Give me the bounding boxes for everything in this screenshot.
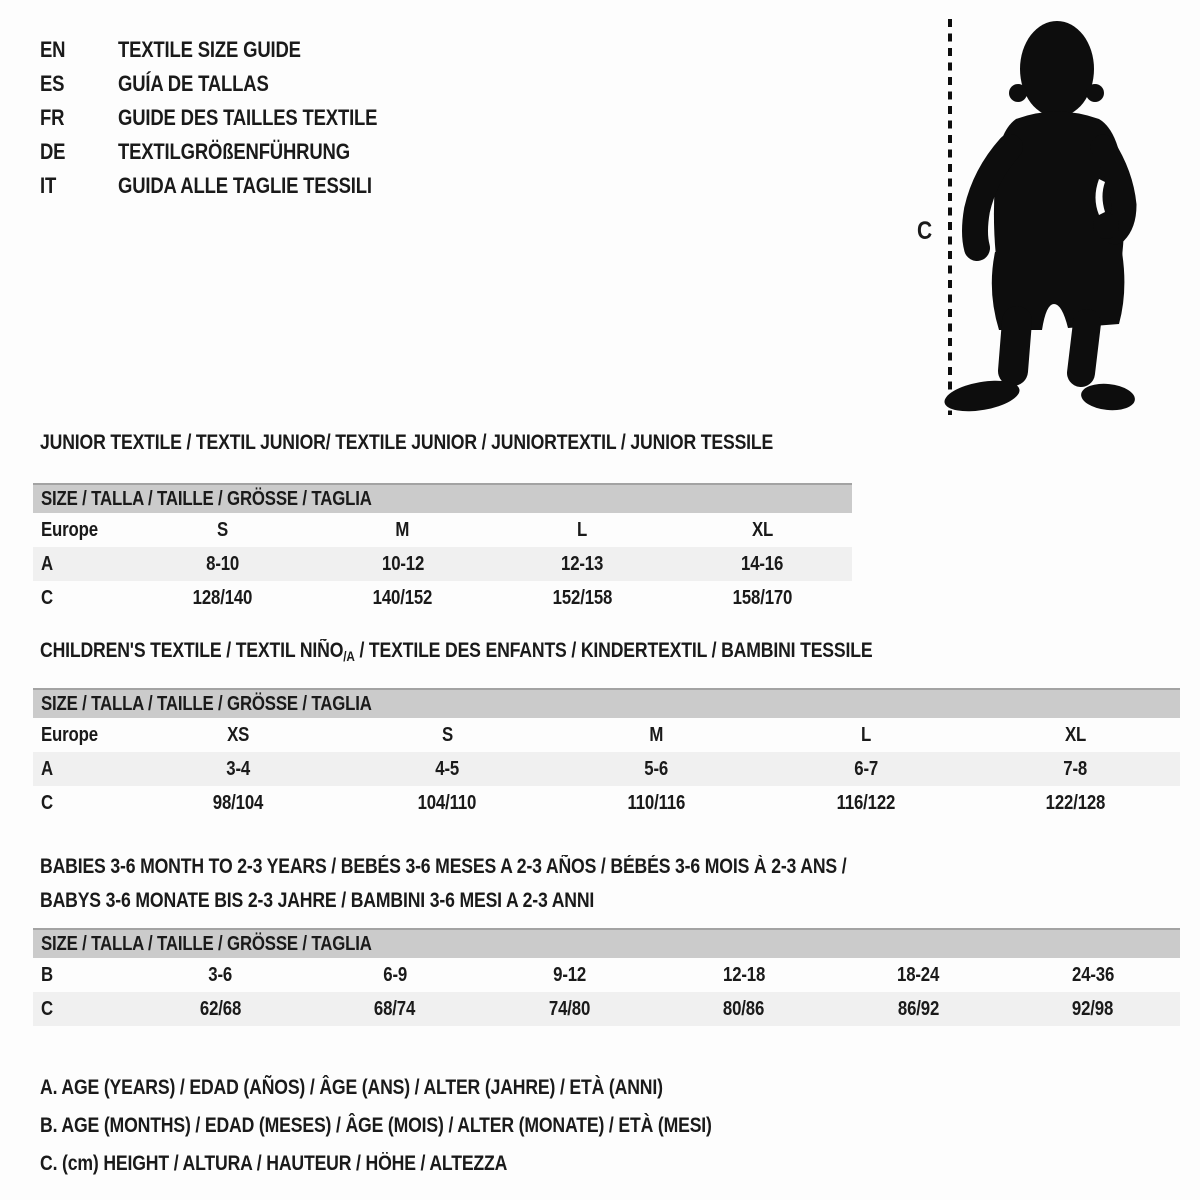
babies-section-title-line1: BABIES 3-6 MONTH TO 2-3 YEARS / BEBÉS 3-6 MESES A 2-3 AÑOS / BÉBÉS 3-6 MOIS À 2-3 ANS / xyxy=(40,855,847,878)
babies-size-table xyxy=(33,928,1180,1026)
cell-value: 12-18 xyxy=(722,963,765,986)
junior-size-table xyxy=(33,483,852,615)
cell-value: 24-36 xyxy=(1071,963,1114,986)
table-row xyxy=(33,513,852,547)
row-label: B xyxy=(41,963,53,986)
children-section-title: CHILDREN'S TEXTILE / TEXTIL NIÑO/A / TEXTILE DES ENFANTS / KINDERTEXTIL / BAMBINI TESSILE xyxy=(40,639,873,664)
cell-value: 62/68 xyxy=(199,997,241,1020)
language-title: TEXTILE SIZE GUIDE xyxy=(118,37,301,62)
measurement-legend xyxy=(40,1076,840,1190)
language-code: IT xyxy=(40,173,57,198)
table-row xyxy=(33,992,1180,1026)
cell-value: 5-6 xyxy=(644,757,669,780)
language-title: GUIDA ALLE TAGLIE TESSILI xyxy=(118,173,372,198)
legend-line-c: C. (cm) HEIGHT / ALTURA / HAUTEUR / HÖHE / ALTEZZA xyxy=(40,1152,508,1175)
cell-value: 3-6 xyxy=(208,963,233,986)
cell-value: 8-10 xyxy=(206,552,240,575)
row-label: A xyxy=(41,757,53,780)
legend-line-a: A. AGE (YEARS) / EDAD (AÑOS) / ÂGE (ANS) / ALTER (JAHRE) / ETÀ (ANNI) xyxy=(40,1076,663,1099)
cell-value: 6-9 xyxy=(382,963,407,986)
cell-value: 74/80 xyxy=(548,997,590,1020)
language-code: DE xyxy=(40,139,66,164)
table-header-bar: SIZE / TALLA / TAILLE / GRÖSSE / TAGLIA xyxy=(33,483,852,513)
cell-value: 3-4 xyxy=(225,757,250,780)
cell-value: XL xyxy=(1064,723,1086,746)
measure-label-c: C xyxy=(917,217,933,245)
table-header-bar: SIZE / TALLA / TAILLE / GRÖSSE / TAGLIA xyxy=(33,688,1180,718)
language-title-block xyxy=(40,33,427,203)
language-code: ES xyxy=(40,71,65,96)
cell-value: 6-7 xyxy=(854,757,878,780)
cell-value: 9-12 xyxy=(552,963,586,986)
cell-value: 128/140 xyxy=(193,586,253,609)
cell-value: S xyxy=(441,723,453,746)
junior-section-title: JUNIOR TEXTILE / TEXTIL JUNIOR/ TEXTILE JUNIOR / JUNIORTEXTIL / JUNIOR TESSILE xyxy=(40,431,774,454)
table-header-bar: SIZE / TALLA / TAILLE / GRÖSSE / TAGLIA xyxy=(33,928,1180,958)
language-row xyxy=(40,67,427,101)
cell-value: M xyxy=(395,518,410,541)
table-row xyxy=(33,958,1180,992)
language-row xyxy=(40,101,427,135)
cell-value: 86/92 xyxy=(897,997,939,1020)
cell-value: 68/74 xyxy=(374,997,416,1020)
table-row xyxy=(33,581,852,615)
row-label: C xyxy=(41,586,53,609)
row-label: A xyxy=(41,552,53,575)
row-label: Europe xyxy=(41,518,98,541)
cell-value: 116/122 xyxy=(836,791,896,814)
table-row xyxy=(33,752,1180,786)
cell-value: 4-5 xyxy=(435,757,460,780)
cell-value: 80/86 xyxy=(723,997,765,1020)
row-label: C xyxy=(41,791,53,814)
legend-line-b: B. AGE (MONTHS) / EDAD (MESES) / ÂGE (MOIS) / ALTER (MONATE) / ETÀ (MESI) xyxy=(40,1114,712,1137)
cell-value: 122/128 xyxy=(1045,791,1106,814)
table-row xyxy=(33,547,852,581)
toddler-silhouette-icon xyxy=(895,5,1160,425)
title-subscript: /A xyxy=(343,648,355,664)
cell-value: 110/116 xyxy=(627,791,686,814)
cell-value: XL xyxy=(751,518,773,541)
cell-value: 152/158 xyxy=(552,586,613,609)
cell-value: 12-13 xyxy=(561,552,604,575)
cell-value: 140/152 xyxy=(372,586,433,609)
row-label: Europe xyxy=(41,723,98,746)
cell-value: L xyxy=(577,518,588,541)
children-size-table xyxy=(33,688,1180,820)
cell-value: 14-16 xyxy=(741,552,784,575)
cell-value: M xyxy=(649,723,664,746)
cell-value: 98/104 xyxy=(212,791,263,814)
cell-value: 104/110 xyxy=(417,791,477,814)
language-row xyxy=(40,169,427,203)
cell-value: L xyxy=(860,723,871,746)
table-row xyxy=(33,786,1180,820)
cell-value: 10-12 xyxy=(381,552,424,575)
cell-value: 158/170 xyxy=(732,586,792,609)
table-row xyxy=(33,718,1180,752)
language-row xyxy=(40,135,427,169)
language-code: EN xyxy=(40,37,66,62)
cell-value: 92/98 xyxy=(1072,997,1114,1020)
language-title: TEXTILGRÖßENFÜHRUNG xyxy=(118,139,350,164)
babies-section-title-line2: BABYS 3-6 MONATE BIS 2-3 JAHRE / BAMBINI 3-6 MESI A 2-3 ANNI xyxy=(40,889,595,912)
cell-value: 7-8 xyxy=(1063,757,1088,780)
language-title: GUÍA DE TALLAS xyxy=(118,71,269,96)
cell-value: 18-24 xyxy=(897,963,940,986)
language-row xyxy=(40,33,427,67)
language-code: FR xyxy=(40,105,65,130)
cell-value: XS xyxy=(226,723,249,746)
size-figure xyxy=(895,5,1160,425)
language-title: GUIDE DES TAILLES TEXTILE xyxy=(118,105,378,130)
cell-value: S xyxy=(217,518,229,541)
row-label: C xyxy=(41,997,53,1020)
